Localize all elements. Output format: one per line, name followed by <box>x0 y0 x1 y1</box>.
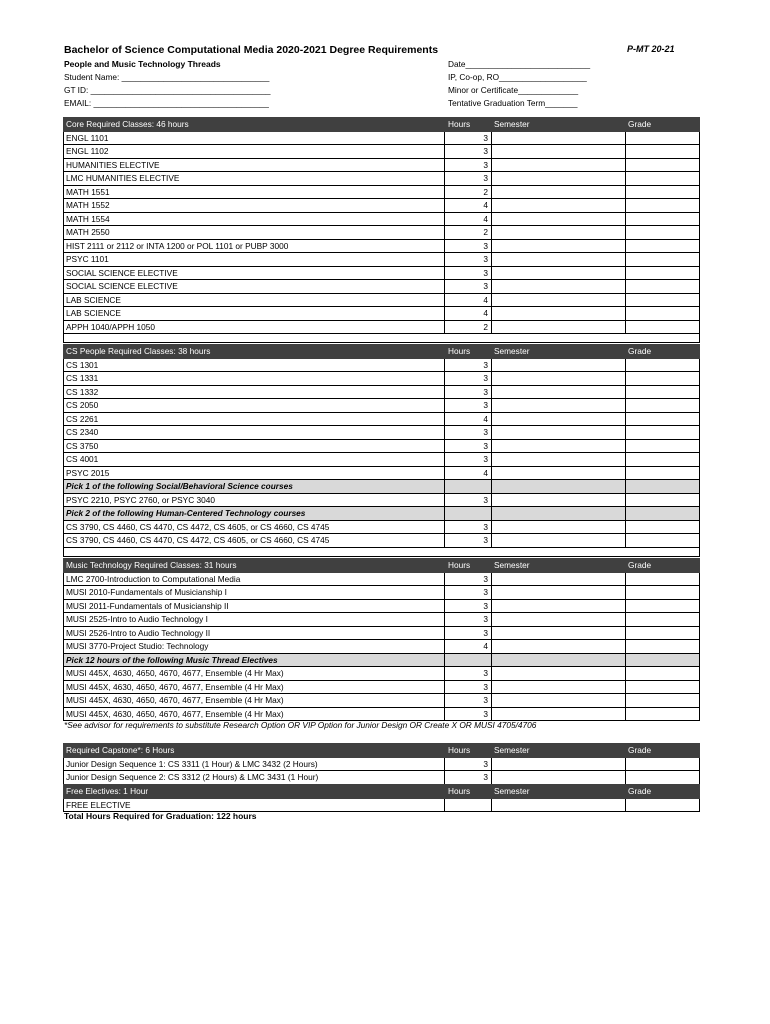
course-hours: 3 <box>445 266 492 280</box>
course-name: MATH 1552 <box>64 199 445 213</box>
grade-header: Grade <box>626 744 700 758</box>
course-name: MUSI 2525-Intro to Audio Technology I <box>64 613 445 627</box>
hours-header: Hours <box>445 345 492 359</box>
semester-cell[interactable] <box>492 412 626 426</box>
grade-cell[interactable] <box>626 439 700 453</box>
course-hours: 3 <box>445 534 492 548</box>
capstone-table <box>63 743 700 785</box>
semester-cell[interactable] <box>492 131 626 145</box>
semester-cell <box>492 653 626 667</box>
course-hours: 4 <box>445 307 492 321</box>
semester-cell[interactable] <box>492 172 626 186</box>
course-hours: 2 <box>445 226 492 240</box>
course-name: MATH 1551 <box>64 185 445 199</box>
course-row <box>64 798 700 812</box>
semester-cell[interactable] <box>492 667 626 681</box>
grade-cell[interactable] <box>626 266 700 280</box>
course-hours: 2 <box>445 185 492 199</box>
grade-cell[interactable] <box>626 707 700 721</box>
course-hours: 3 <box>445 757 492 771</box>
grade-cell[interactable] <box>626 158 700 172</box>
course-name: MATH 1554 <box>64 212 445 226</box>
grade-cell[interactable] <box>626 667 700 681</box>
course-row <box>64 199 700 213</box>
grade-cell[interactable] <box>626 426 700 440</box>
course-row <box>64 212 700 226</box>
semester-cell[interactable] <box>492 212 626 226</box>
course-name: CS 2340 <box>64 426 445 440</box>
course-hours: 3 <box>445 771 492 785</box>
course-group-instruction-row <box>64 653 700 667</box>
section-title: Core Required Classes: 46 hours <box>64 118 445 132</box>
grade-cell[interactable] <box>626 212 700 226</box>
course-group-instruction-row <box>64 507 700 521</box>
semester-cell[interactable] <box>492 239 626 253</box>
course-row <box>64 453 700 467</box>
course-name: LMC HUMANITIES ELECTIVE <box>64 172 445 186</box>
section-title: Required Capstone*: 6 Hours <box>64 744 445 758</box>
semester-cell[interactable] <box>492 466 626 480</box>
course-name: CS 4001 <box>64 453 445 467</box>
section-title: Free Electives: 1 Hour <box>64 785 445 799</box>
course-hours: 3 <box>445 453 492 467</box>
semester-cell[interactable] <box>492 707 626 721</box>
course-name: LMC 2700-Introduction to Computational Media <box>64 572 445 586</box>
semester-cell[interactable] <box>492 520 626 534</box>
course-hours: 3 <box>445 131 492 145</box>
course-hours: 3 <box>445 586 492 600</box>
spacer-cell <box>64 547 700 556</box>
course-hours: 4 <box>445 466 492 480</box>
semester-header: Semester <box>492 118 626 132</box>
course-name: APPH 1040/APPH 1050 <box>64 320 445 334</box>
course-name: CS 1331 <box>64 372 445 386</box>
semester-cell[interactable] <box>492 613 626 627</box>
course-name: LAB SCIENCE <box>64 307 445 321</box>
course-name: CS 2050 <box>64 399 445 413</box>
course-hours <box>445 798 492 812</box>
semester-cell[interactable] <box>492 626 626 640</box>
grade-cell[interactable] <box>626 466 700 480</box>
course-hours: 3 <box>445 680 492 694</box>
course-name: PSYC 2015 <box>64 466 445 480</box>
hours-header: Hours <box>445 559 492 573</box>
course-hours: 3 <box>445 599 492 613</box>
ip-coop-field[interactable]: IP, Co-op, RO___________________ <box>448 72 587 82</box>
course-group-instruction-row <box>64 480 700 494</box>
graduation-term-field[interactable]: Tentative Graduation Term_______ <box>448 98 578 108</box>
course-hours: 3 <box>445 399 492 413</box>
semester-cell[interactable] <box>492 158 626 172</box>
free-electives-table <box>63 784 700 812</box>
course-row <box>64 707 700 721</box>
course-row <box>64 680 700 694</box>
course-row <box>64 599 700 613</box>
course-name: LAB SCIENCE <box>64 293 445 307</box>
grade-cell <box>626 653 700 667</box>
semester-cell[interactable] <box>492 694 626 708</box>
semester-cell[interactable] <box>492 185 626 199</box>
total-hours: Total Hours Required for Graduation: 122 hours <box>64 811 257 821</box>
semester-cell[interactable] <box>492 599 626 613</box>
grade-header: Grade <box>626 118 700 132</box>
course-hours: 4 <box>445 640 492 654</box>
course-row <box>64 172 700 186</box>
grade-cell <box>626 480 700 494</box>
course-row <box>64 426 700 440</box>
semester-cell <box>492 480 626 494</box>
course-name: Pick 1 of the following Social/Behavioral Science courses <box>64 480 445 494</box>
course-name: FREE ELECTIVE <box>64 798 445 812</box>
semester-cell[interactable] <box>492 320 626 334</box>
spacer-row <box>64 334 700 343</box>
course-row <box>64 399 700 413</box>
course-row <box>64 158 700 172</box>
course-row <box>64 131 700 145</box>
thread-subtitle: People and Music Technology Threads <box>64 59 221 69</box>
course-name: Junior Design Sequence 1: CS 3311 (1 Hour) & LMC 3432 (2 Hours) <box>64 757 445 771</box>
grade-cell[interactable] <box>626 131 700 145</box>
grade-cell[interactable] <box>626 586 700 600</box>
course-name: SOCIAL SCIENCE ELECTIVE <box>64 280 445 294</box>
course-hours: 4 <box>445 293 492 307</box>
semester-header: Semester <box>492 785 626 799</box>
course-hours: 3 <box>445 520 492 534</box>
course-row <box>64 226 700 240</box>
semester-cell[interactable] <box>492 399 626 413</box>
course-name: Pick 12 hours of the following Music Thread Electives <box>64 653 445 667</box>
grade-cell[interactable] <box>626 385 700 399</box>
course-name: CS 1332 <box>64 385 445 399</box>
course-hours: 3 <box>445 439 492 453</box>
grade-cell[interactable] <box>626 534 700 548</box>
course-hours: 4 <box>445 199 492 213</box>
section-header-row <box>64 785 700 799</box>
grade-cell[interactable] <box>626 226 700 240</box>
course-row <box>64 572 700 586</box>
course-name: ENGL 1101 <box>64 131 445 145</box>
course-hours: 4 <box>445 212 492 226</box>
course-hours: 3 <box>445 158 492 172</box>
page-title: Bachelor of Science Computational Media 2020-2021 Degree Requirements <box>64 44 439 56</box>
cs-people-classes-table <box>63 344 700 557</box>
course-name: MUSI 3770-Project Studio: Technology <box>64 640 445 654</box>
course-hours: 3 <box>445 626 492 640</box>
semester-cell[interactable] <box>492 586 626 600</box>
hours-header: Hours <box>445 118 492 132</box>
grade-cell[interactable] <box>626 412 700 426</box>
course-row <box>64 466 700 480</box>
section-header-row <box>64 345 700 359</box>
course-hours <box>445 507 492 521</box>
semester-header: Semester <box>492 345 626 359</box>
grade-cell[interactable] <box>626 199 700 213</box>
course-name: MUSI 445X, 4630, 4650, 4670, 4677, Ensemble (4 Hr Max) <box>64 694 445 708</box>
course-row <box>64 534 700 548</box>
semester-cell[interactable] <box>492 771 626 785</box>
grade-cell[interactable] <box>626 358 700 372</box>
course-name: CS 3790, CS 4460, CS 4470, CS 4472, CS 4605, or CS 4660, CS 4745 <box>64 520 445 534</box>
course-hours: 3 <box>445 372 492 386</box>
course-name: PSYC 1101 <box>64 253 445 267</box>
course-hours: 3 <box>445 707 492 721</box>
course-name: Pick 2 of the following Human-Centered Technology courses <box>64 507 445 521</box>
date-field[interactable]: Date___________________________ <box>448 59 591 69</box>
semester-cell[interactable] <box>492 372 626 386</box>
section-header-row <box>64 559 700 573</box>
course-row <box>64 307 700 321</box>
semester-header: Semester <box>492 744 626 758</box>
course-name: MUSI 445X, 4630, 4650, 4670, 4677, Ensemble (4 Hr Max) <box>64 680 445 694</box>
semester-cell[interactable] <box>492 439 626 453</box>
course-row <box>64 493 700 507</box>
course-hours: 3 <box>445 613 492 627</box>
course-row <box>64 520 700 534</box>
gt-id-field[interactable]: GT ID: _______________________________________ <box>64 85 271 95</box>
course-name: CS 3790, CS 4460, CS 4470, CS 4472, CS 4605, or CS 4660, CS 4745 <box>64 534 445 548</box>
course-row <box>64 280 700 294</box>
grade-cell[interactable] <box>626 172 700 186</box>
section-header-row <box>64 744 700 758</box>
grade-cell[interactable] <box>626 253 700 267</box>
course-row <box>64 145 700 159</box>
course-name: PSYC 2210, PSYC 2760, or PSYC 3040 <box>64 493 445 507</box>
course-hours: 3 <box>445 358 492 372</box>
semester-cell[interactable] <box>492 493 626 507</box>
course-hours: 3 <box>445 694 492 708</box>
spacer-row <box>64 547 700 556</box>
semester-cell[interactable] <box>492 253 626 267</box>
grade-cell[interactable] <box>626 307 700 321</box>
semester-cell[interactable] <box>492 293 626 307</box>
core-classes-table <box>63 117 700 343</box>
grade-cell[interactable] <box>626 599 700 613</box>
course-name: CS 2261 <box>64 412 445 426</box>
course-row <box>64 293 700 307</box>
course-hours: 3 <box>445 385 492 399</box>
section-header-row <box>64 118 700 132</box>
grade-cell[interactable] <box>626 771 700 785</box>
semester-cell[interactable] <box>492 385 626 399</box>
grade-header: Grade <box>626 559 700 573</box>
advisor-note: *See advisor for requirements to substitute Research Option OR VIP Option for Junior Design OR Create X OR MUSI 4705/4706 <box>64 720 537 730</box>
course-row <box>64 439 700 453</box>
minor-certificate-field[interactable]: Minor or Certificate_____________ <box>448 85 579 95</box>
email-field[interactable]: EMAIL: ______________________________________ <box>64 98 269 108</box>
course-name: CS 1301 <box>64 358 445 372</box>
grade-header: Grade <box>626 785 700 799</box>
course-hours: 3 <box>445 280 492 294</box>
grade-cell[interactable] <box>626 293 700 307</box>
course-row <box>64 613 700 627</box>
grade-header: Grade <box>626 345 700 359</box>
semester-cell[interactable] <box>492 226 626 240</box>
course-hours: 3 <box>445 253 492 267</box>
grade-cell[interactable] <box>626 520 700 534</box>
semester-cell[interactable] <box>492 307 626 321</box>
semester-header: Semester <box>492 559 626 573</box>
grade-cell[interactable] <box>626 640 700 654</box>
semester-cell[interactable] <box>492 534 626 548</box>
course-row <box>64 640 700 654</box>
course-row <box>64 757 700 771</box>
student-name-field[interactable]: Student Name: ________________________________ <box>64 72 270 82</box>
grade-cell[interactable] <box>626 613 700 627</box>
grade-cell[interactable] <box>626 185 700 199</box>
course-name: HUMANITIES ELECTIVE <box>64 158 445 172</box>
course-row <box>64 771 700 785</box>
hours-header: Hours <box>445 744 492 758</box>
grade-cell[interactable] <box>626 372 700 386</box>
course-hours: 3 <box>445 239 492 253</box>
semester-cell[interactable] <box>492 145 626 159</box>
grade-cell[interactable] <box>626 694 700 708</box>
course-row <box>64 694 700 708</box>
course-hours: 3 <box>445 426 492 440</box>
course-name: SOCIAL SCIENCE ELECTIVE <box>64 266 445 280</box>
grade-cell[interactable] <box>626 320 700 334</box>
section-title: CS People Required Classes: 38 hours <box>64 345 445 359</box>
course-hours <box>445 653 492 667</box>
semester-cell[interactable] <box>492 572 626 586</box>
course-name: MUSI 445X, 4630, 4650, 4670, 4677, Ensemble (4 Hr Max) <box>64 667 445 681</box>
spacer-cell <box>64 334 700 343</box>
grade-cell[interactable] <box>626 145 700 159</box>
course-row <box>64 586 700 600</box>
course-row <box>64 266 700 280</box>
course-row <box>64 626 700 640</box>
semester-cell[interactable] <box>492 453 626 467</box>
grade-cell[interactable] <box>626 453 700 467</box>
grade-cell <box>626 507 700 521</box>
course-row <box>64 253 700 267</box>
course-name: MUSI 2526-Intro to Audio Technology II <box>64 626 445 640</box>
grade-cell[interactable] <box>626 626 700 640</box>
course-name: MUSI 2010-Fundamentals of Musicianship I <box>64 586 445 600</box>
course-name: HIST 2111 or 2112 or INTA 1200 or POL 1101 or PUBP 3000 <box>64 239 445 253</box>
course-row <box>64 185 700 199</box>
course-row <box>64 239 700 253</box>
course-hours: 3 <box>445 667 492 681</box>
section-title: Music Technology Required Classes: 31 hours <box>64 559 445 573</box>
course-row <box>64 372 700 386</box>
course-hours <box>445 480 492 494</box>
semester-cell[interactable] <box>492 640 626 654</box>
course-name: ENGL 1102 <box>64 145 445 159</box>
course-hours: 3 <box>445 572 492 586</box>
course-name: CS 3750 <box>64 439 445 453</box>
semester-cell[interactable] <box>492 280 626 294</box>
grade-cell[interactable] <box>626 757 700 771</box>
course-hours: 3 <box>445 145 492 159</box>
semester-cell[interactable] <box>492 199 626 213</box>
form-code: P-MT 20-21 <box>627 44 675 54</box>
grade-cell[interactable] <box>626 399 700 413</box>
semester-cell[interactable] <box>492 798 626 812</box>
course-hours: 4 <box>445 412 492 426</box>
course-name: MUSI 445X, 4630, 4650, 4670, 4677, Ensemble (4 Hr Max) <box>64 707 445 721</box>
course-name: Junior Design Sequence 2: CS 3312 (2 Hours) & LMC 3431 (1 Hour) <box>64 771 445 785</box>
course-row <box>64 667 700 681</box>
grade-cell[interactable] <box>626 572 700 586</box>
semester-cell[interactable] <box>492 680 626 694</box>
course-name: MATH 2550 <box>64 226 445 240</box>
course-row <box>64 358 700 372</box>
grade-cell[interactable] <box>626 798 700 812</box>
grade-cell[interactable] <box>626 493 700 507</box>
grade-cell[interactable] <box>626 239 700 253</box>
music-technology-classes-table <box>63 558 700 721</box>
semester-cell[interactable] <box>492 266 626 280</box>
hours-header: Hours <box>445 785 492 799</box>
course-hours: 3 <box>445 493 492 507</box>
semester-cell[interactable] <box>492 426 626 440</box>
course-hours: 2 <box>445 320 492 334</box>
course-row <box>64 385 700 399</box>
course-hours: 3 <box>445 172 492 186</box>
grade-cell[interactable] <box>626 680 700 694</box>
course-name: MUSI 2011-Fundamentals of Musicianship II <box>64 599 445 613</box>
semester-cell <box>492 507 626 521</box>
course-row <box>64 320 700 334</box>
semester-cell[interactable] <box>492 757 626 771</box>
course-row <box>64 412 700 426</box>
semester-cell[interactable] <box>492 358 626 372</box>
grade-cell[interactable] <box>626 280 700 294</box>
